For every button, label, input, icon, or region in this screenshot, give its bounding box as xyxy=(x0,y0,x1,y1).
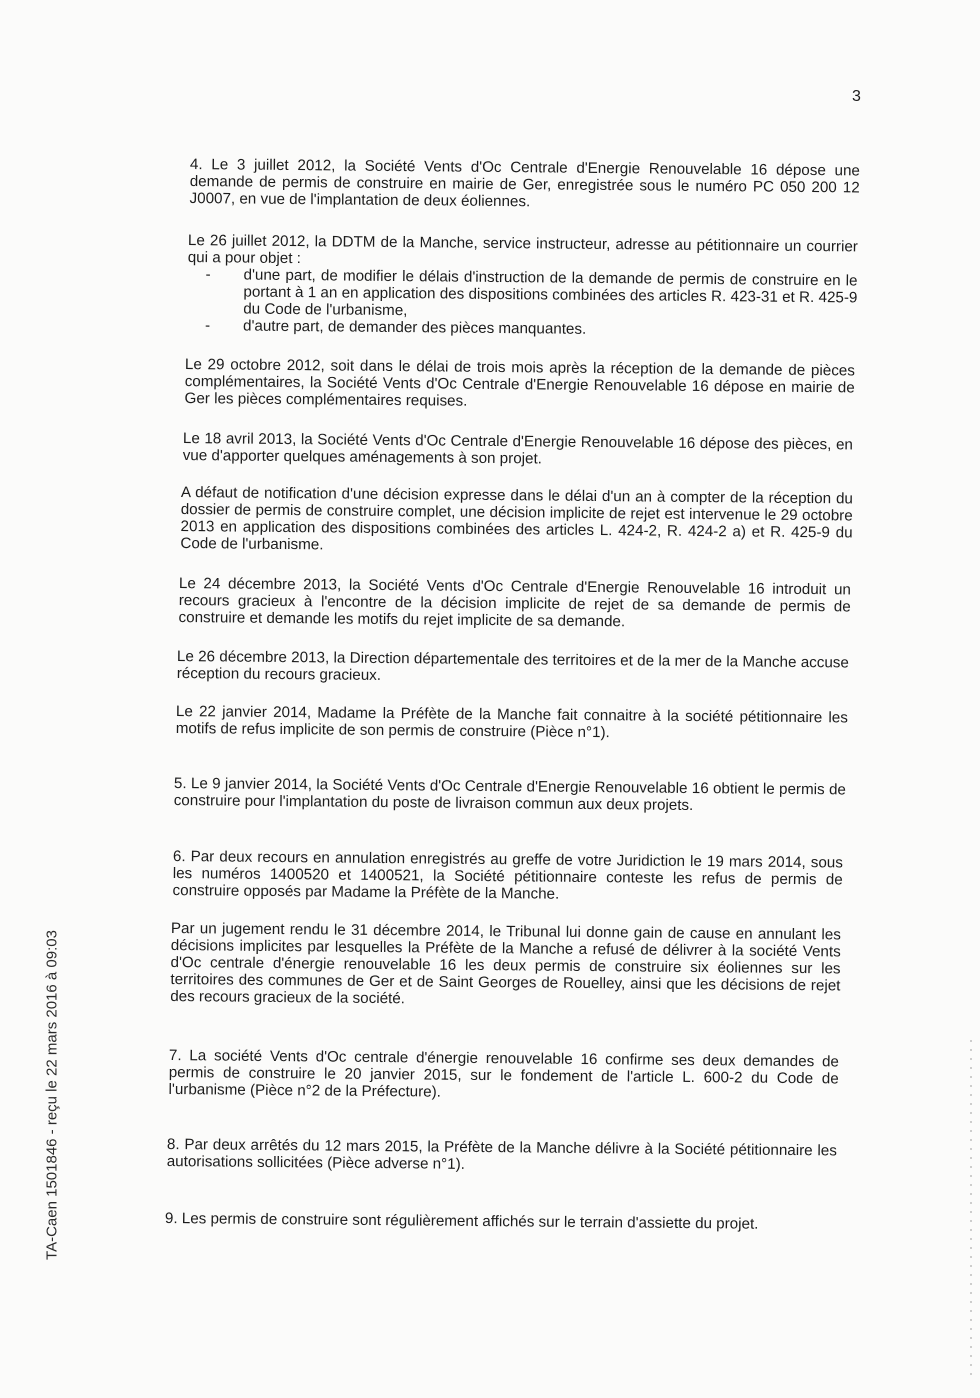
paragraph-text: 7. La société Vents d'Oc centrale d'énergie renouvelable 16 confirme ses deux demandes de permis de construire le 20 janvier 2015, sur le fondement de l'article L. 600-2 du Code de l'urbanisme (Pièce n°2 de la Préfecture). xyxy=(168,1047,839,1101)
paragraph-7 xyxy=(169,1047,839,1104)
paragraph-text: Le 26 juillet 2012, la DDTM de la Manche, service instructeur, adresse au pétitionnaire un courrier qui a pour objet : xyxy=(187,232,858,268)
paragraph-9 xyxy=(165,1210,835,1233)
paragraph-text: Le 18 avril 2013, la Société Vents d'Oc Centrale d'Energie Renouvelable 16 dépose des pièces, en vue d'apporter quelques aménagements à son projet. xyxy=(182,430,853,468)
page-number: 3 xyxy=(852,88,861,105)
paragraph-ddtm-letter xyxy=(187,232,858,340)
paragraph-text: Par un jugement rendu le 31 décembre 2014, le Tribunal lui donne gain de cause en annulant les décisions implicites par lesquelles la Préfète de la Manche a refusé de délivrer à la société Vents d'Oc centrale d'énergie renouvelable 16 les deux permis de construire six éoliennes sur les territoires des communes de Ger et de Saint Georges de Rouelley, ainsi que les décisions de rejet des recours gracieux de la société. xyxy=(170,920,841,1008)
paragraph-text: Le 29 octobre 2012, soit dans le délai de trois mois après la réception de la demande de pièces complémentaires, la Société Vents d'Oc Centrale d'Energie Renouvelable 16 dépose en mairie de Ger les pièces complémentaires requises. xyxy=(184,356,855,410)
paragraph-text: 5. Le 9 janvier 2014, la Société Vents d'Oc Centrale d'Energie Renouvelable 16 obtient le permis de construire pour l'implantation du poste de livraison commun aux deux projets. xyxy=(173,775,846,814)
paragraph-judgment xyxy=(170,920,841,1011)
paragraph-text: 9. Les permis de construire sont régulièrement affichés sur le terrain d'assiette du projet. xyxy=(164,1210,759,1233)
paragraph-implicit-rejection xyxy=(180,484,853,558)
list-item: - d'une part, de modifier le délais d'instruction de la demande de permis de construire en le portant à 1 an en application des dispositions combinées des articles R. 423-31 et R. 425-9 du Code de l'urbanisme, xyxy=(243,267,857,324)
paragraph-apr-2013 xyxy=(183,430,853,470)
paragraph-text: Le 26 décembre 2013, la Direction départementale des territoires et de la mer de la Manche accuse réception du recours gracieux. xyxy=(176,648,849,684)
paragraph-oct-2012 xyxy=(185,356,855,413)
paragraph-6 xyxy=(173,848,843,905)
paragraph-text: Le 24 décembre 2013, la Société Vents d'Oc Centrale d'Energie Renouvelable 16 introduit un recours gracieux à l'encontre de la décision implicite de rejet de sa demande de permis de construire et demande les motifs du rejet implicite de sa demande. xyxy=(178,575,851,631)
paragraph-8 xyxy=(167,1136,837,1176)
paragraph-dec-24-2013 xyxy=(179,575,851,632)
paragraph-5 xyxy=(174,775,846,815)
paragraph-4 xyxy=(190,156,860,213)
paragraph-text: A défaut de notification d'une décision expresse dans le délai d'un an à compter de la réception du dossier de permis de construire complet, une décision implicite de rejet est intervenue le 29 octobre 2013 en application des dispositions combinées des articles L. 424-2, R. 424-2 a) et R. 425-9 du Code de l'urbanisme. xyxy=(180,484,853,554)
paragraph-text: 4. Le 3 juillet 2012, la Société Vents d'Oc Centrale d'Energie Renouvelable 16 dépose une demande de permis de construire en mairie de Ger, enregistrée sous le numéro PC 050 200 12 J0007, en vue de l'implantation de deux éoliennes. xyxy=(189,156,860,211)
scan-edge-marks xyxy=(970,1040,972,1380)
paragraph-dec-26-2013 xyxy=(177,648,849,688)
reception-stamp: TA-Caen 1501846 - reçu le 22 mars 2016 à 09:03 xyxy=(43,930,61,1260)
paragraph-text: 6. Par deux recours en annulation enregistrés au greffe de votre Juridiction le 19 mars 2014, sous les numéros 1400520 et 1400521, la Société pétitionnaire conteste les refus de permis de construire opposés par Madame la Préfète de la Manche. xyxy=(172,848,843,903)
list-item: - d'autre part, de demander des pièces manquantes. xyxy=(243,318,857,341)
paragraph-jan-2014 xyxy=(176,703,848,743)
paragraph-text: Le 22 janvier 2014, Madame la Préfète de la Manche fait connaitre à la société pétitionnaire les motifs de refus implicite de son permis de construire (Pièce n°1). xyxy=(175,703,848,742)
objectives-list xyxy=(187,266,858,340)
paragraph-text: 8. Par deux arrêtés du 12 mars 2015, la Préfète de la Manche délivre à la Société pétitionnaire les autorisations sollicitées (Pièce adverse n°1). xyxy=(166,1136,837,1173)
